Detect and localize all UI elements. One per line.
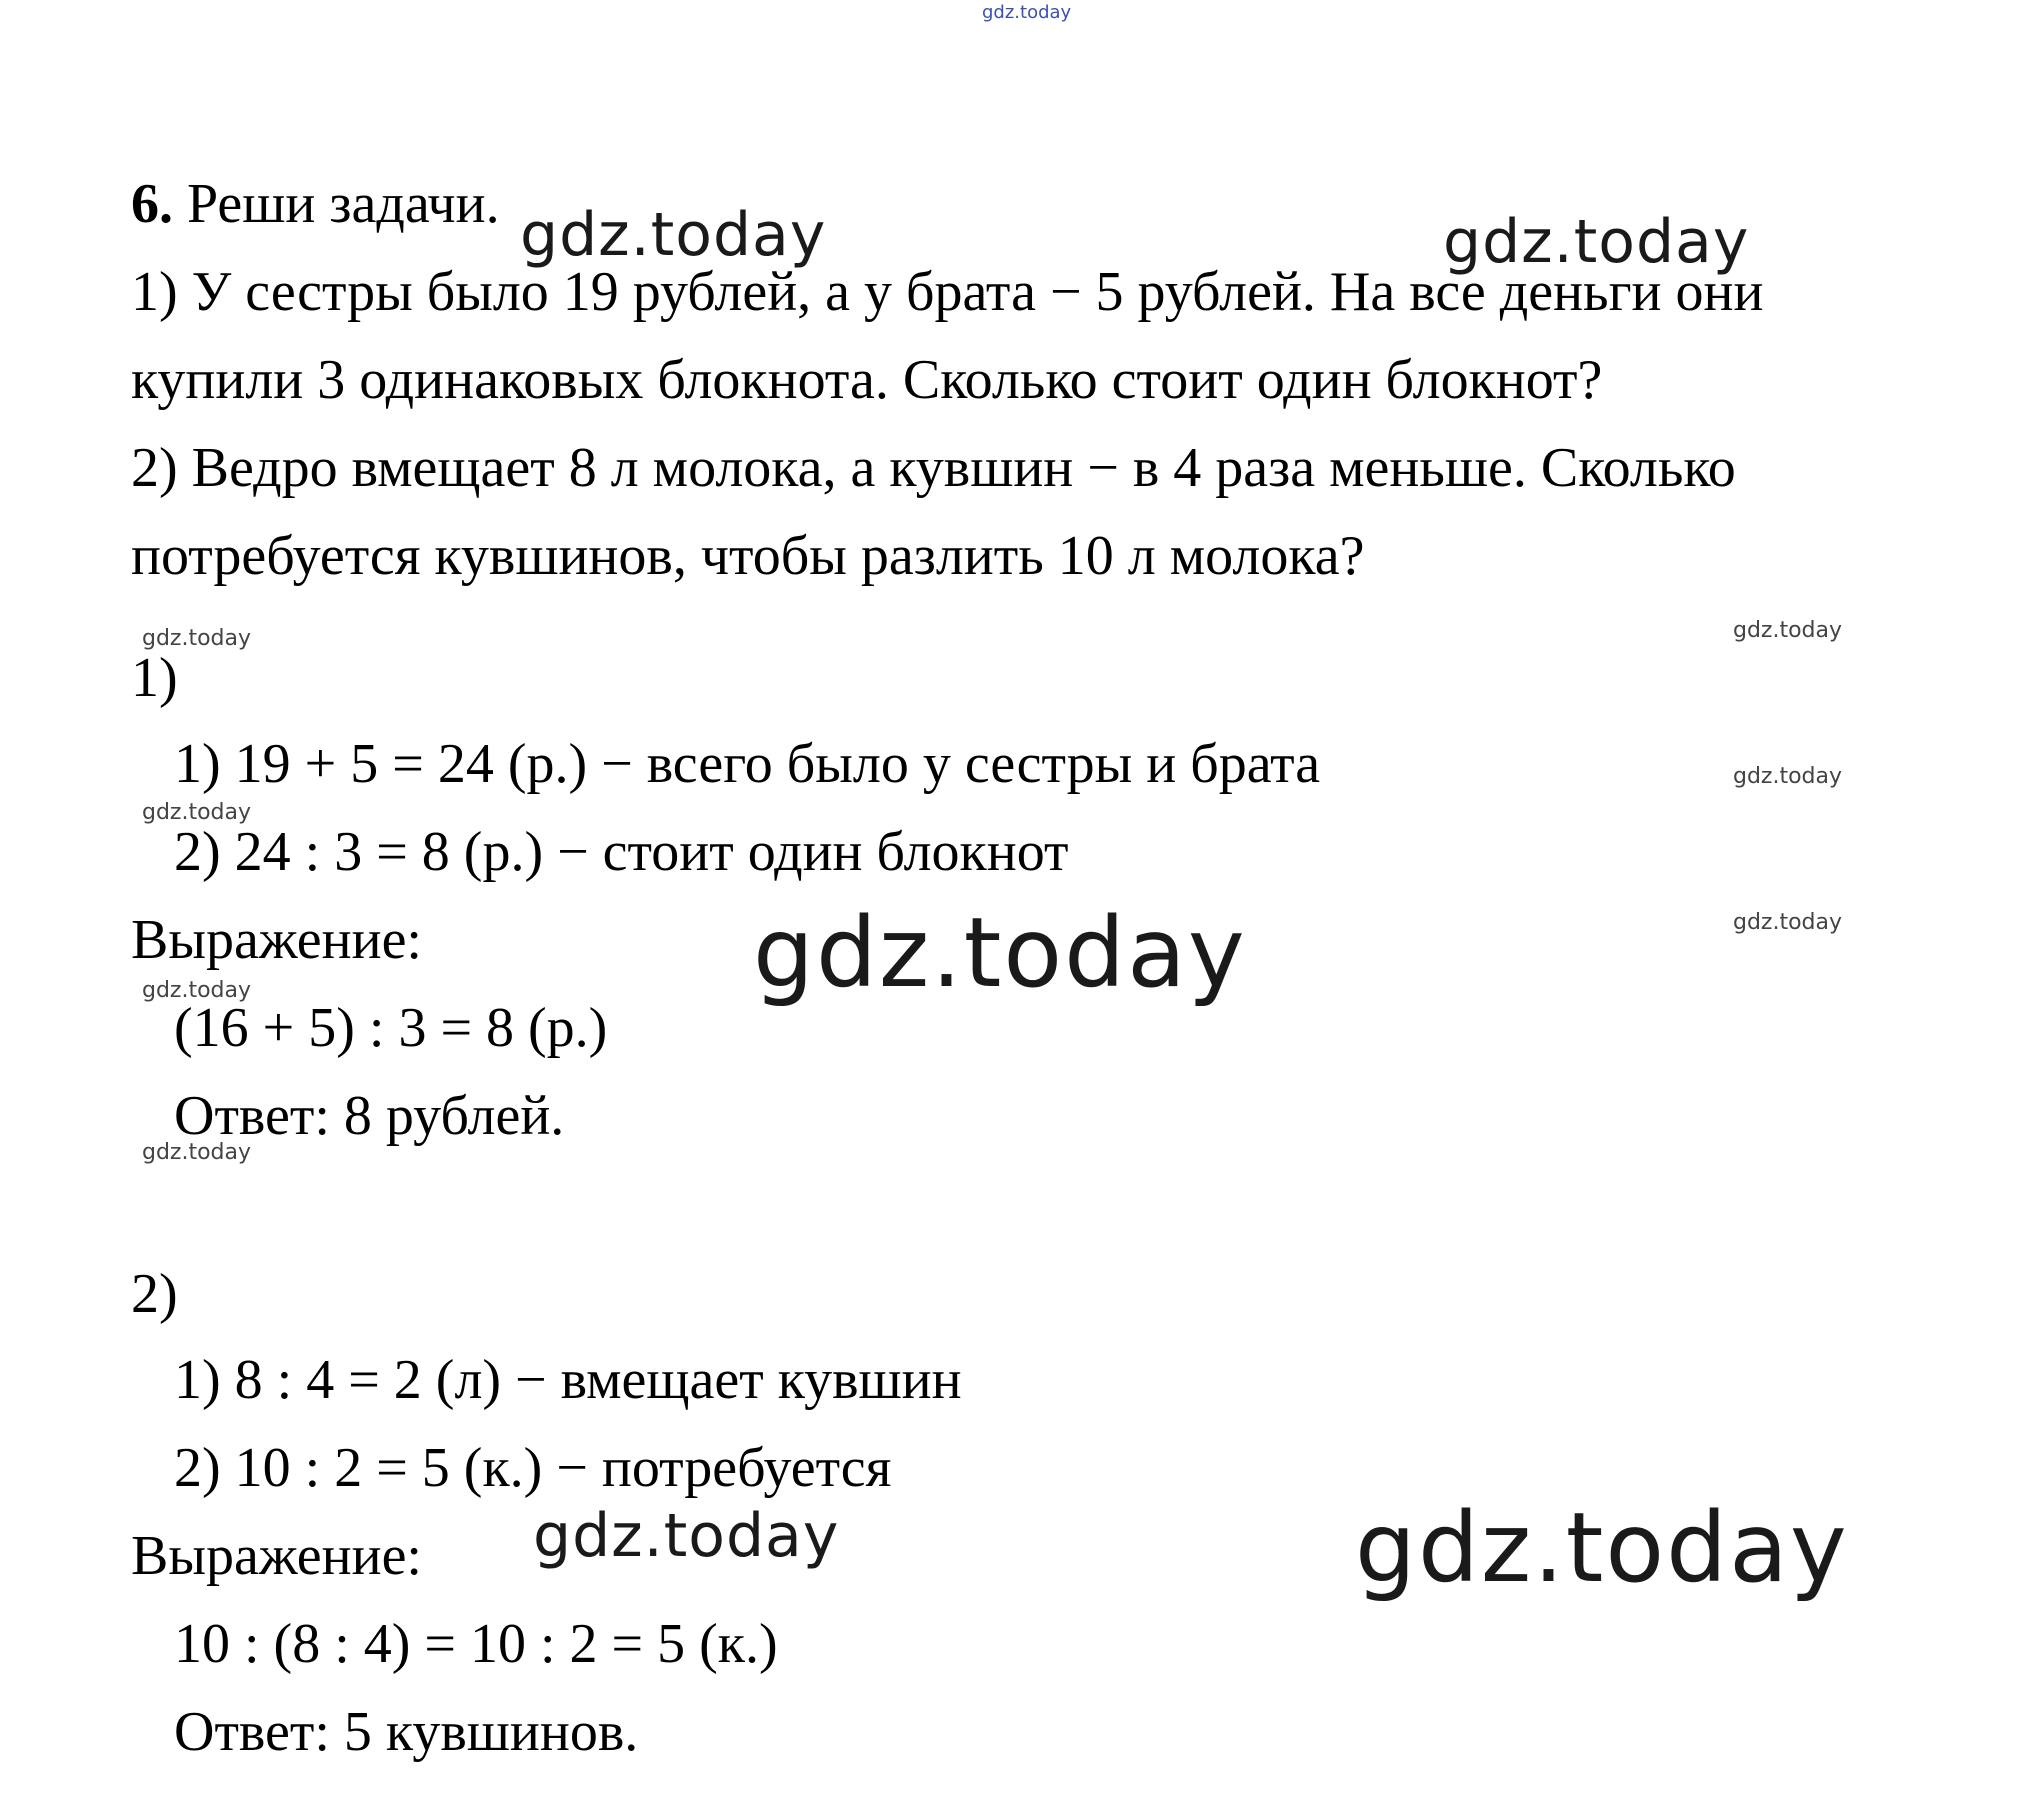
solution-1-step-2: 2) 24 : 3 = 8 (р.) − стоит один блокнот [174, 821, 1069, 883]
watermark-small-7: gdz.today [142, 1140, 252, 1165]
watermark-top: gdz.today [982, 2, 1072, 23]
watermark-small-4: gdz.today [1733, 764, 1843, 789]
problem-2-line-1: 2) Ведро вмещает 8 л молока, а кувшин − в 4 раза меньше. Сколько [131, 437, 1736, 499]
solution-1-answer: Ответ: 8 рублей. [174, 1085, 565, 1147]
watermark-small-6: gdz.today [142, 978, 252, 1003]
problem-2-line-2: потребуется кувшинов, чтобы разлить 10 л молока? [131, 525, 1365, 587]
watermark-title-right: gdz.today [1443, 207, 1750, 277]
solution-2-label: 2) [131, 1263, 178, 1325]
solution-1-expression-label: Выражение: [131, 909, 422, 971]
problem-1-line-2: купили 3 одинаковых блокнота. Сколько стоит один блокнот? [131, 349, 1603, 411]
solution-1-step-1: 1) 19 + 5 = 24 (р.) − всего было у сестры и брата [174, 733, 1321, 795]
watermark-small-1: gdz.today [142, 626, 252, 651]
watermark-title-left: gdz.today [520, 200, 827, 270]
solution-1-label: 1) [131, 647, 178, 709]
task-heading [131, 173, 500, 235]
watermark-small-3: gdz.today [142, 800, 252, 825]
task-title: Реши задачи. [187, 173, 500, 235]
problem-1-line-1: 1) У сестры было 19 рублей, а у брата − 5 рублей. На все деньги они [131, 261, 1764, 323]
task-number: 6. [131, 173, 173, 235]
watermark-big-lower-right: gdz.today [1355, 1492, 1849, 1604]
solution-2-step-2: 2) 10 : 2 = 5 (к.) − потребуется [174, 1437, 892, 1499]
solution-2-expression-label: Выражение: [131, 1525, 422, 1587]
watermark-small-2: gdz.today [1733, 618, 1843, 643]
solution-2-step-1: 1) 8 : 4 = 2 (л) − вмещает кувшин [174, 1349, 962, 1411]
watermark-big-center: gdz.today [753, 897, 1247, 1009]
solution-1-expression: (16 + 5) : 3 = 8 (р.) [174, 997, 608, 1059]
solution-2-answer: Ответ: 5 кувшинов. [174, 1701, 639, 1763]
watermark-lower-left: gdz.today [533, 1501, 840, 1571]
solution-2-expression: 10 : (8 : 4) = 10 : 2 = 5 (к.) [174, 1613, 778, 1675]
watermark-small-5: gdz.today [1733, 910, 1843, 935]
